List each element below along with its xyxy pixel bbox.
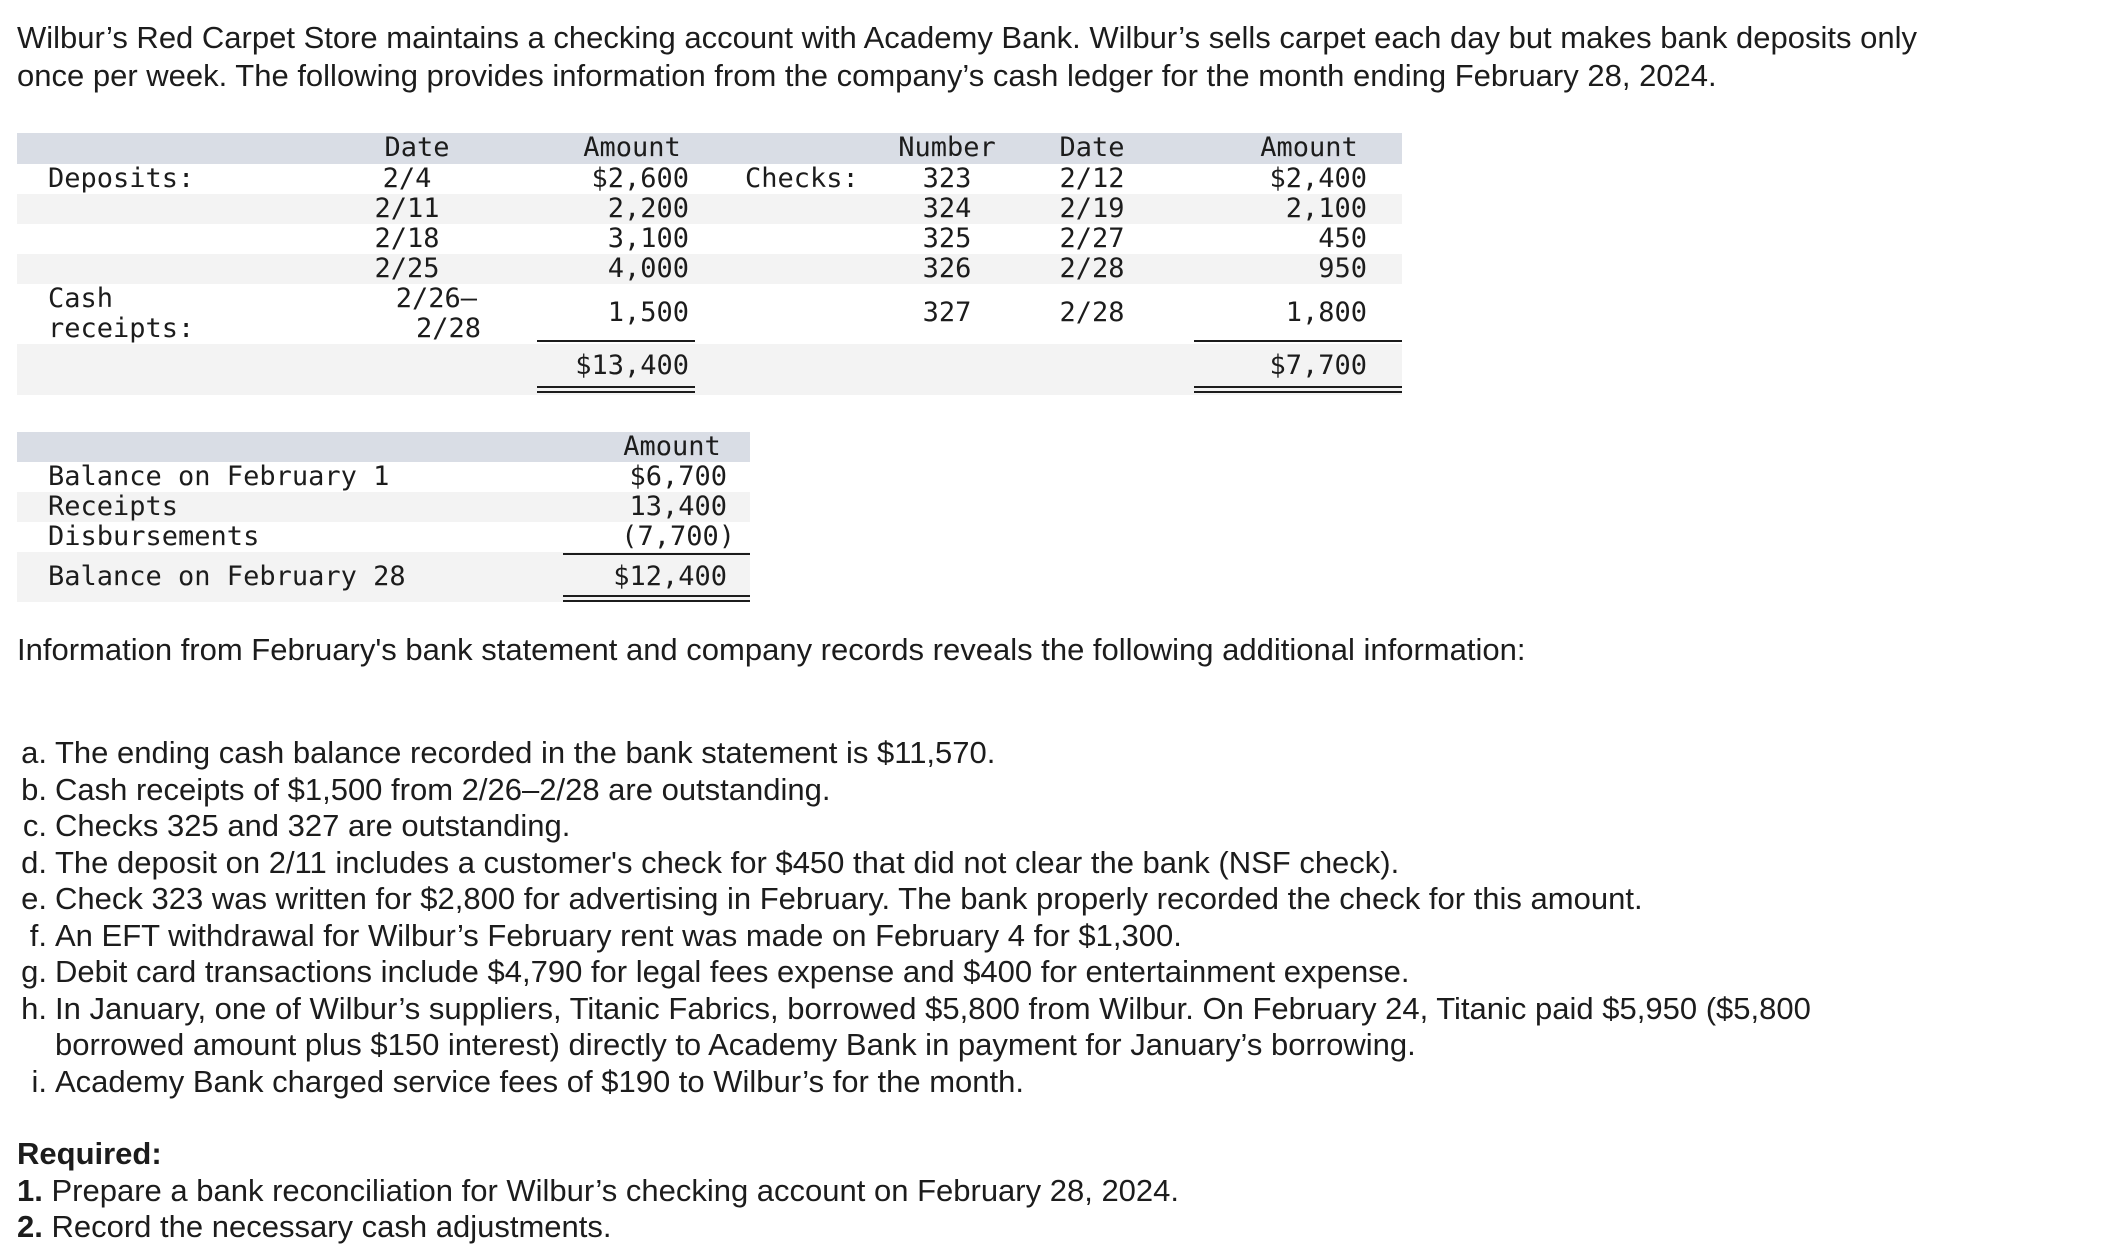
list-item	[0, 1064, 1950, 1101]
total-rule	[537, 340, 695, 342]
deposit-amount: 2,200	[607, 193, 689, 224]
stripe-band	[17, 254, 1402, 284]
checks-amount-header: Amount	[1260, 132, 1358, 163]
cash-receipts-label: receipts:	[48, 313, 195, 344]
check-amount: $2,400	[1269, 163, 1367, 194]
deposits-amount-header: Amount	[583, 132, 681, 163]
deposit-amount: $2,600	[591, 163, 689, 194]
check-number: 323	[922, 163, 972, 194]
item-letter: a.	[21, 735, 47, 770]
double-underline	[1194, 386, 1402, 393]
item-text: The deposit on 2/11 includes a customer's check for $450 that did not clear the bank (NSF check).	[55, 844, 1400, 880]
item-letter: f.	[29, 917, 47, 953]
cash-receipts-amount: 1,500	[607, 297, 689, 328]
required-text: Prepare a bank reconciliation for Wilbur’s checking account on February 28, 2024.	[51, 1172, 1180, 1208]
deposit-date: 2/25	[374, 253, 440, 284]
list-item	[0, 991, 1900, 1064]
item-text: In January, one of Wilbur’s suppliers, Titanic Fabrics, borrowed $5,800 from Wilbur. On February 24, Titanic paid $5,950 ($5,800 borrowed amount plus $150 interest) directly to Academy Bank in payment for January’s borrowing.	[55, 990, 1811, 1062]
deposit-date: 2/11	[374, 193, 440, 224]
summary-total-amount: $12,400	[613, 561, 727, 592]
item-letter: b.	[21, 771, 47, 807]
item-letter: h.	[21, 990, 47, 1026]
check-number: 326	[922, 253, 972, 284]
required-section	[17, 1136, 1179, 1246]
list-item	[0, 954, 1950, 991]
required-number: 1.	[17, 1172, 43, 1208]
additional-info-list	[0, 735, 1950, 1100]
checks-total: $7,700	[1269, 350, 1367, 381]
item-text: Debit card transactions include $4,790 for legal fees expense and $400 for entertainment expense.	[55, 954, 1410, 989]
check-date: 2/28	[1059, 297, 1125, 328]
item-text: An EFT withdrawal for Wilbur’s February rent was made on February 4 for $1,300.	[55, 917, 1182, 953]
intro-paragraph: Wilbur’s Red Carpet Store maintains a checking account with Academy Bank. Wilbur’s sells carpet each day but makes bank deposits only once per week. The following provides information from the company’s cash ledger for the month ending February 28, 2024.	[17, 20, 1917, 93]
header-band	[17, 133, 1402, 164]
list-item	[0, 735, 1950, 772]
checks-date-header: Date	[1059, 132, 1125, 163]
check-number: 324	[922, 193, 972, 224]
item-text: Cash receipts of $1,500 from 2/26–2/28 are outstanding.	[55, 771, 831, 807]
item-text: Checks 325 and 327 are outstanding.	[55, 808, 571, 843]
check-date: 2/12	[1059, 163, 1125, 194]
item-text: Check 323 was written for $2,800 for advertising in February. The bank properly recorded the check for this amount.	[55, 881, 1643, 916]
stripe-band	[17, 194, 1402, 224]
deposit-date: 2/18	[374, 223, 440, 254]
item-letter: i.	[31, 1063, 47, 1099]
deposits-total: $13,400	[575, 350, 689, 381]
summary-row-amount: 13,400	[629, 491, 727, 522]
deposits-label: Deposits:	[48, 163, 195, 194]
check-amount: 2,100	[1285, 193, 1367, 224]
total-rule	[563, 553, 750, 555]
list-item	[0, 845, 1950, 882]
checks-number-header: Number	[898, 132, 996, 163]
required-number: 2.	[17, 1209, 43, 1244]
required-heading: Required:	[17, 1136, 162, 1171]
check-date: 2/27	[1059, 223, 1125, 254]
double-underline	[563, 595, 750, 602]
item-letter: g.	[21, 954, 47, 989]
cash-receipts-date: 2/28	[415, 313, 481, 344]
item-text: Academy Bank charged service fees of $190 to Wilbur’s for the month.	[55, 1063, 1024, 1099]
list-item	[0, 881, 1950, 918]
summary-row-amount: (7,700)	[621, 521, 735, 552]
list-item	[0, 808, 1950, 845]
cash-receipts-label: Cash	[48, 283, 114, 314]
deposit-amount: 3,100	[607, 223, 689, 254]
item-letter: d.	[21, 844, 47, 880]
check-amount: 1,800	[1285, 297, 1367, 328]
summary-total-label: Balance on February 28	[48, 561, 406, 592]
cash-receipts-date: 2/26–	[395, 283, 477, 314]
check-amount: 450	[1318, 223, 1367, 254]
summary-row-label: Receipts	[48, 491, 179, 522]
summary-row-amount: $6,700	[629, 461, 727, 492]
check-date: 2/28	[1059, 253, 1125, 284]
item-letter: c.	[22, 808, 47, 843]
item-letter: e.	[21, 881, 47, 916]
summary-amount-header: Amount	[623, 431, 721, 462]
required-text: Record the necessary cash adjustments.	[51, 1209, 612, 1244]
check-number: 325	[922, 223, 972, 254]
check-date: 2/19	[1059, 193, 1125, 224]
checks-label: Checks:	[745, 163, 859, 194]
check-number: 327	[922, 297, 972, 328]
cash-ledger-table	[17, 133, 1402, 395]
required-item	[17, 1173, 1179, 1210]
deposit-amount: 4,000	[607, 253, 689, 284]
deposit-date: 2/4	[382, 163, 432, 194]
summary-row-label: Disbursements	[48, 521, 260, 552]
double-underline	[537, 386, 695, 393]
deposits-date-header: Date	[384, 132, 450, 163]
total-rule	[1194, 340, 1402, 342]
required-item	[17, 1209, 1179, 1246]
list-item	[0, 918, 1950, 955]
info-intro: Information from February's bank statement and company records reveals the following additional information:	[17, 632, 1526, 667]
check-amount: 950	[1318, 253, 1367, 284]
summary-row-label: Balance on February 1	[48, 461, 390, 492]
item-text: The ending cash balance recorded in the bank statement is $11,570.	[55, 735, 996, 770]
list-item	[0, 772, 1950, 809]
balance-summary-table	[17, 432, 750, 602]
